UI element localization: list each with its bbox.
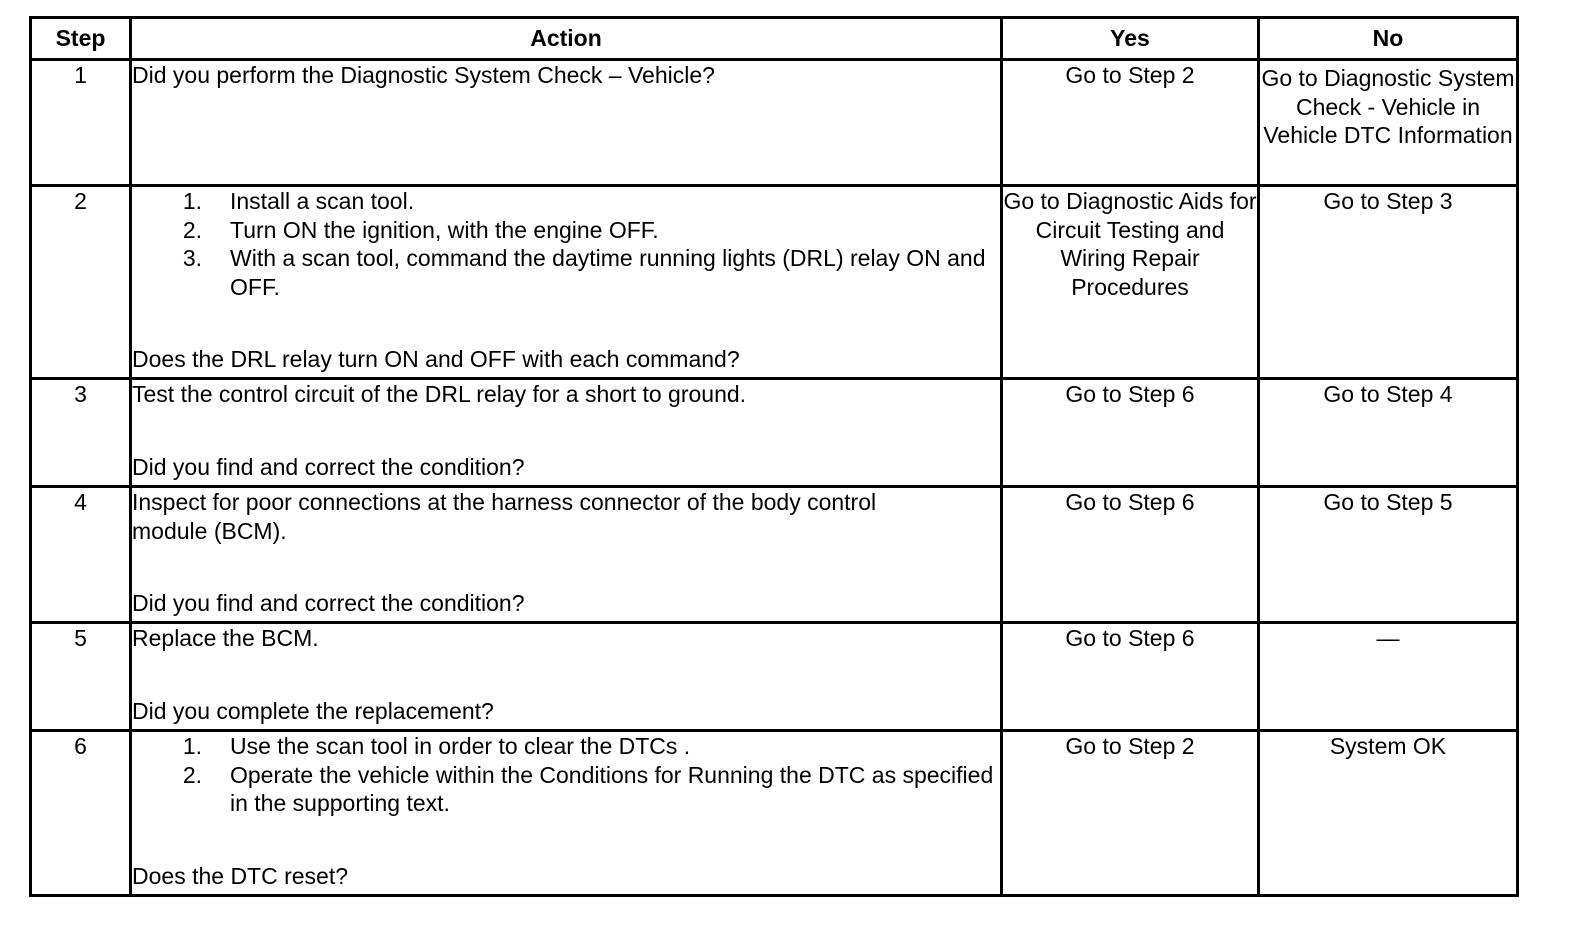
- list-number: 1.: [182, 188, 202, 214]
- no-result: Go to Step 5: [1259, 487, 1518, 623]
- list-text: With a scan tool, command the daytime running lights (DRL) relay ON and OFF.: [230, 245, 986, 300]
- step-number: 2: [31, 186, 131, 379]
- instruction-text: Inspect for poor connections at the harness connector of the body control module (BCM).: [132, 489, 877, 544]
- list-text: Turn ON the ignition, with the engine OFF.: [230, 216, 659, 243]
- action-cell: [131, 487, 1002, 623]
- table-row: [31, 487, 1518, 623]
- instruction-text: Test the control circuit of the DRL relay for a short to ground.: [132, 381, 747, 407]
- list-number: 1.: [182, 733, 202, 759]
- header-action: Action: [131, 18, 1002, 60]
- instruction-list: [132, 187, 1000, 301]
- step-number: 6: [31, 731, 131, 896]
- list-item: [182, 216, 1000, 245]
- no-result: Go to Step 4: [1259, 379, 1518, 487]
- yes-result: Go to Step 2: [1002, 731, 1259, 896]
- table-row: [31, 60, 1518, 186]
- step-number: 1: [31, 60, 131, 186]
- list-number: 3.: [182, 245, 202, 271]
- list-number: 2.: [182, 761, 202, 788]
- table-row: [31, 731, 1518, 896]
- list-text: Install a scan tool.: [230, 188, 415, 214]
- list-item: [182, 244, 1000, 301]
- question-text: Does the DTC reset?: [132, 862, 349, 889]
- action-cell: [131, 731, 1002, 896]
- table-row: [31, 379, 1518, 487]
- diagnostic-table: [29, 16, 1519, 897]
- action-cell: [131, 186, 1002, 379]
- question-text: Did you perform the Diagnostic System Check – Vehicle?: [132, 62, 715, 88]
- yes-result: Go to Step 6: [1002, 487, 1259, 623]
- question-text: Did you find and correct the condition?: [132, 589, 525, 616]
- list-item: [182, 732, 1000, 761]
- no-result: System OK: [1259, 731, 1518, 896]
- table-header: [31, 18, 1518, 60]
- question-text: Did you complete the replacement?: [132, 697, 494, 724]
- list-item: [182, 187, 1000, 216]
- action-cell: [131, 623, 1002, 731]
- yes-result: Go to Diagnostic Aids for Circuit Testing and Wiring Repair Procedures: [1002, 186, 1259, 379]
- no-result: Go to Diagnostic System Check - Vehicle in Vehicle DTC Information: [1259, 60, 1518, 186]
- list-text: Operate the vehicle within the Conditions for Running the DTC as specified in the supporting text.: [230, 761, 994, 816]
- action-cell: [131, 379, 1002, 487]
- yes-result: Go to Step 6: [1002, 623, 1259, 731]
- no-result: Go to Step 3: [1259, 186, 1518, 379]
- yes-result: Go to Step 2: [1002, 60, 1259, 186]
- question-text: Did you find and correct the condition?: [132, 453, 525, 480]
- instruction-list: [132, 732, 1000, 818]
- action-cell: [131, 60, 1002, 186]
- step-number: 3: [31, 379, 131, 487]
- list-item: [182, 761, 1000, 818]
- header-step: Step: [31, 18, 131, 60]
- question-text: Does the DRL relay turn ON and OFF with each command?: [132, 345, 740, 372]
- step-number: 4: [31, 487, 131, 623]
- header-row: [31, 18, 1518, 60]
- yes-result: Go to Step 6: [1002, 379, 1259, 487]
- list-number: 2.: [182, 216, 202, 243]
- no-result: —: [1259, 623, 1518, 731]
- header-yes: Yes: [1002, 18, 1259, 60]
- table-row: [31, 186, 1518, 379]
- list-text: Use the scan tool in order to clear the DTCs .: [230, 733, 691, 759]
- table-row: [31, 623, 1518, 731]
- step-number: 5: [31, 623, 131, 731]
- header-no: No: [1259, 18, 1518, 60]
- table-body: [31, 60, 1518, 896]
- instruction-text: Replace the BCM.: [132, 625, 319, 651]
